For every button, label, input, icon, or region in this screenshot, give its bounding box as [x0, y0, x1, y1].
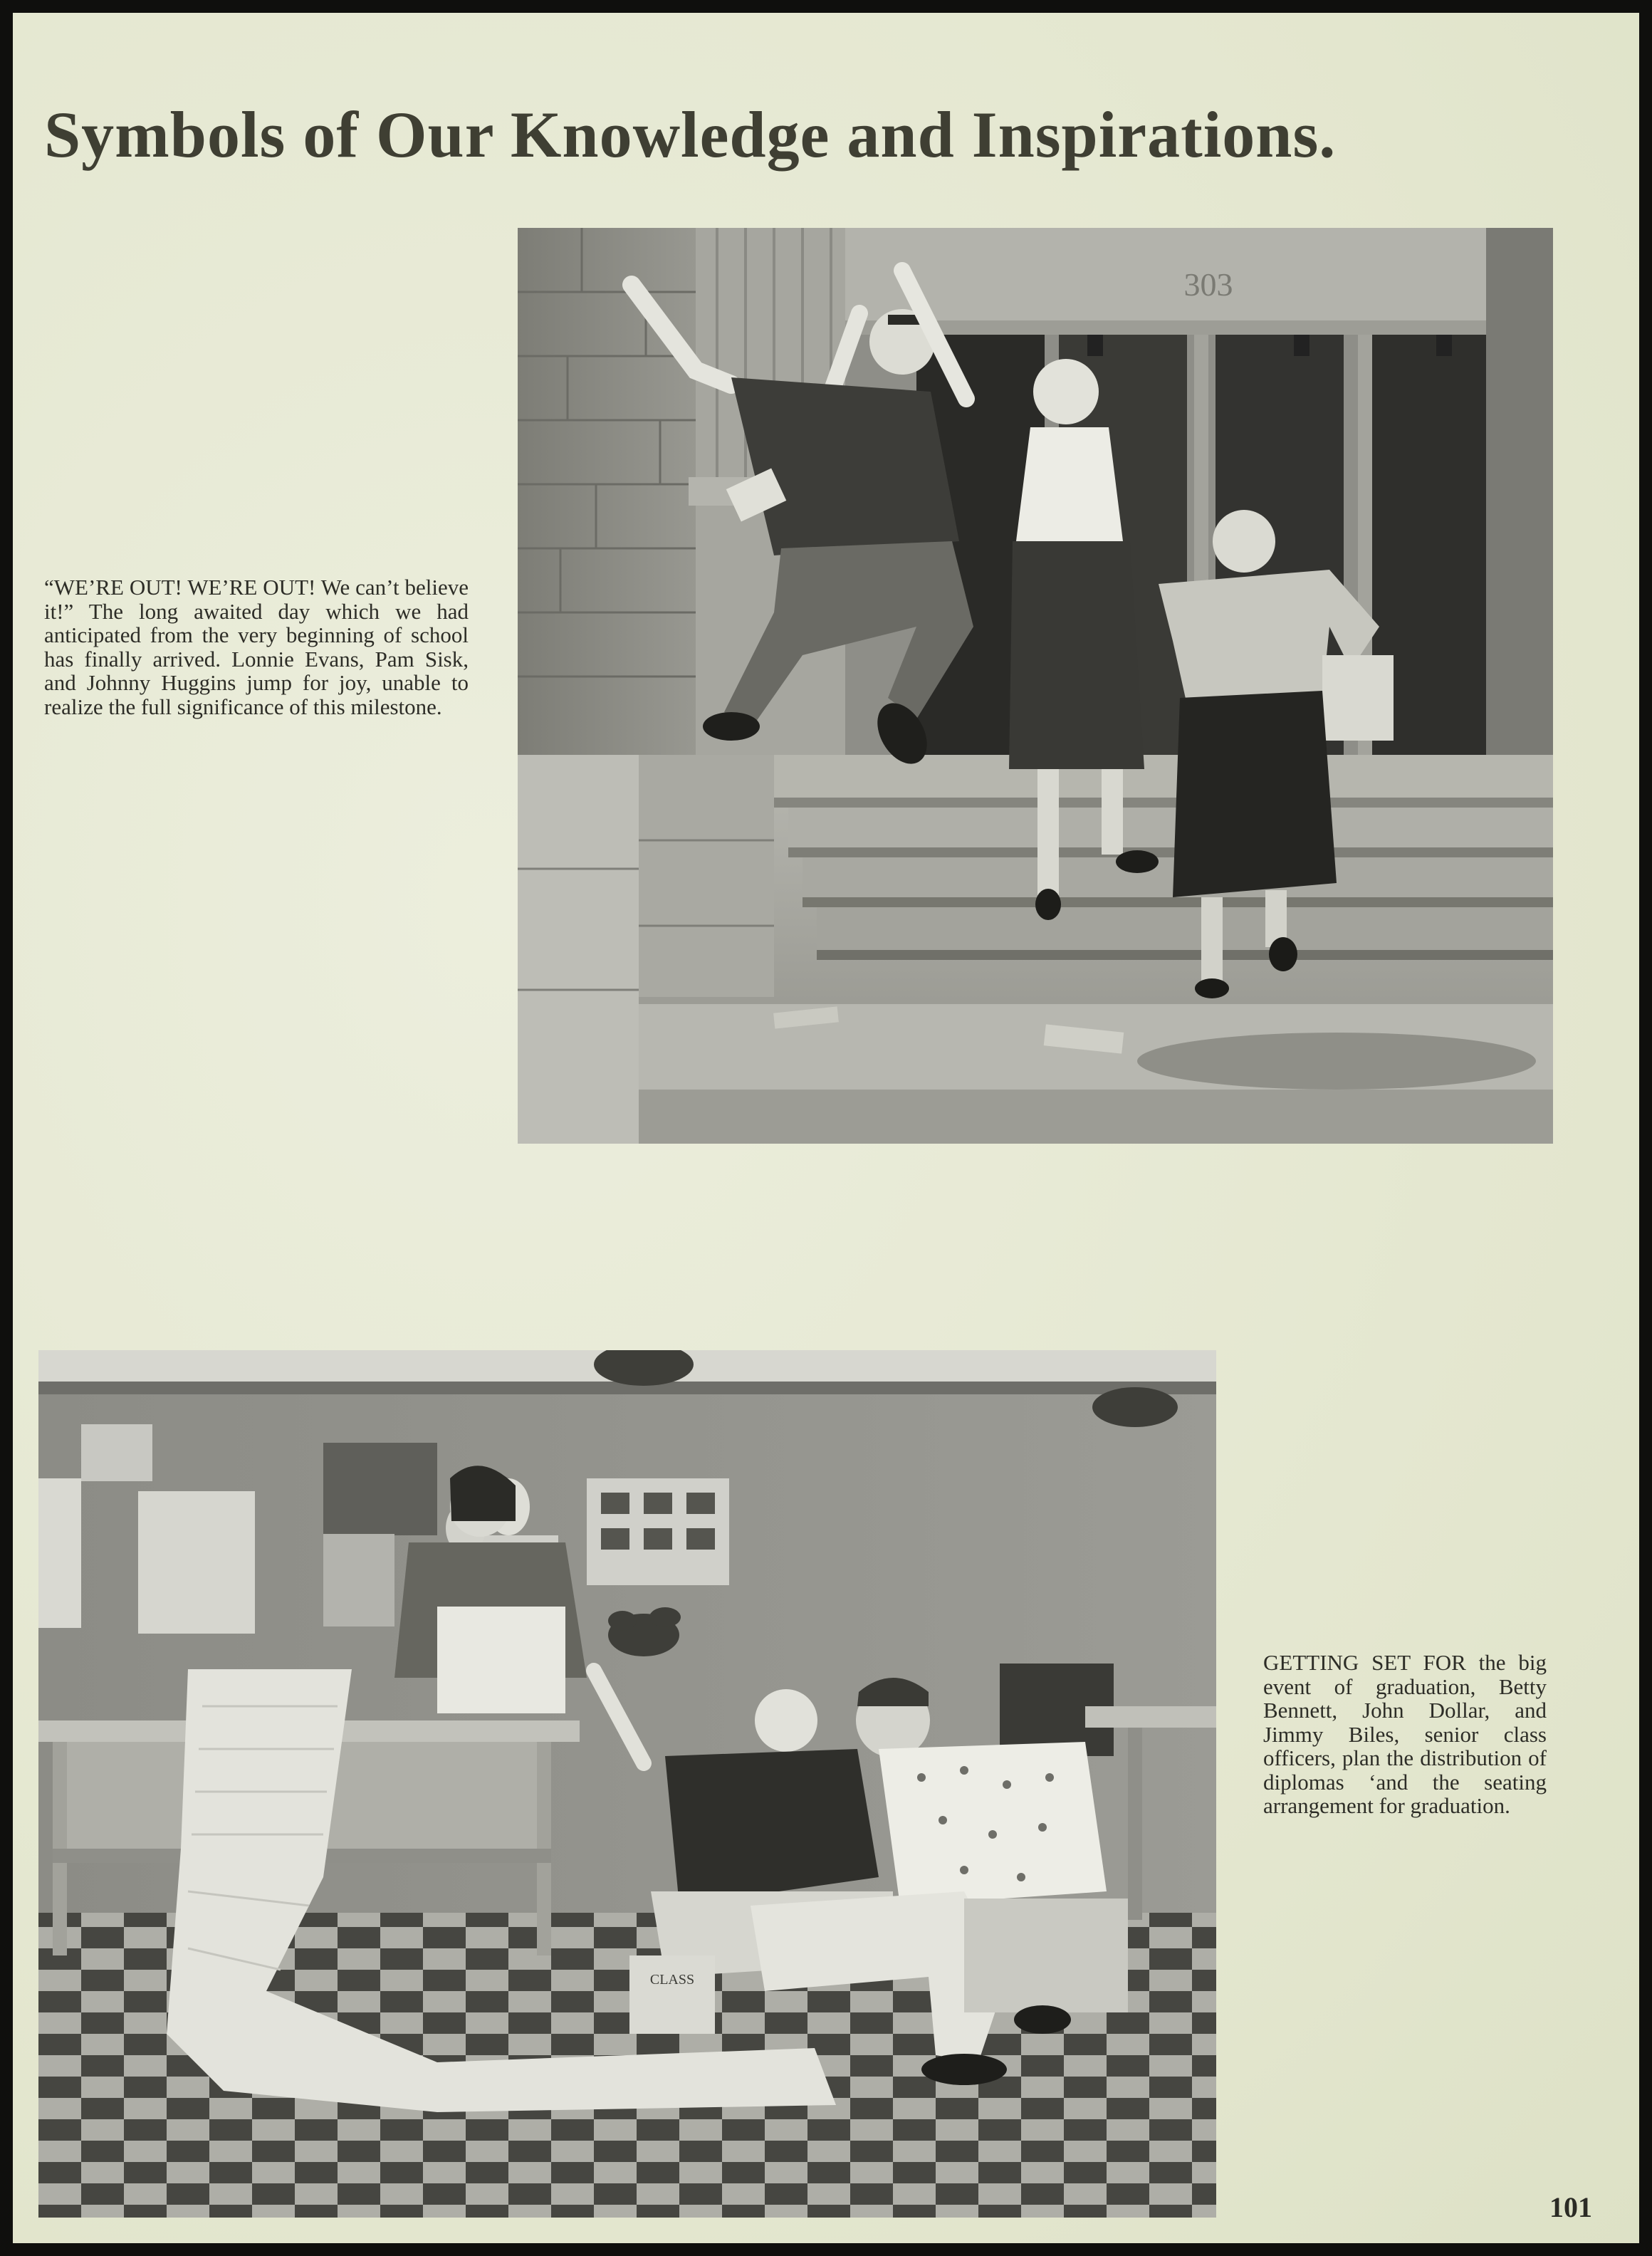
- building-number: 303: [1183, 266, 1233, 303]
- caption-jumping-students: “WE’RE OUT! WE’RE OUT! We can’t believe it!” The long awaited day which we had anticipated from the very beginning of school has finally arrived. Lonnie Evans, Pam Sisk, and Johnny Huggins jump for joy, unable to realize the full significance of this milestone.: [44, 575, 469, 719]
- caption-class-officers: GETTING SET FOR the big event of graduation, Betty Bennett, John Dollar, and Jimmy Biles, senior class officers, plan the distribution of diplomas ‘and the seating arrangement for graduation.: [1263, 1650, 1547, 1818]
- class-box: [629, 1955, 715, 2034]
- photo-officers-illustration: [38, 1350, 1216, 2218]
- photo-students-jumping-steps: [518, 228, 1553, 1144]
- page-number: 101: [1549, 2191, 1592, 2223]
- yearbook-page: [13, 13, 1639, 2243]
- page-headline: Symbols of Our Knowledge and Inspirations.: [44, 98, 1337, 171]
- class-box-label: CLASS: [649, 1972, 695, 1988]
- photo-class-officers-planning: [38, 1350, 1216, 2218]
- photo-jumping-illustration: [518, 228, 1553, 1144]
